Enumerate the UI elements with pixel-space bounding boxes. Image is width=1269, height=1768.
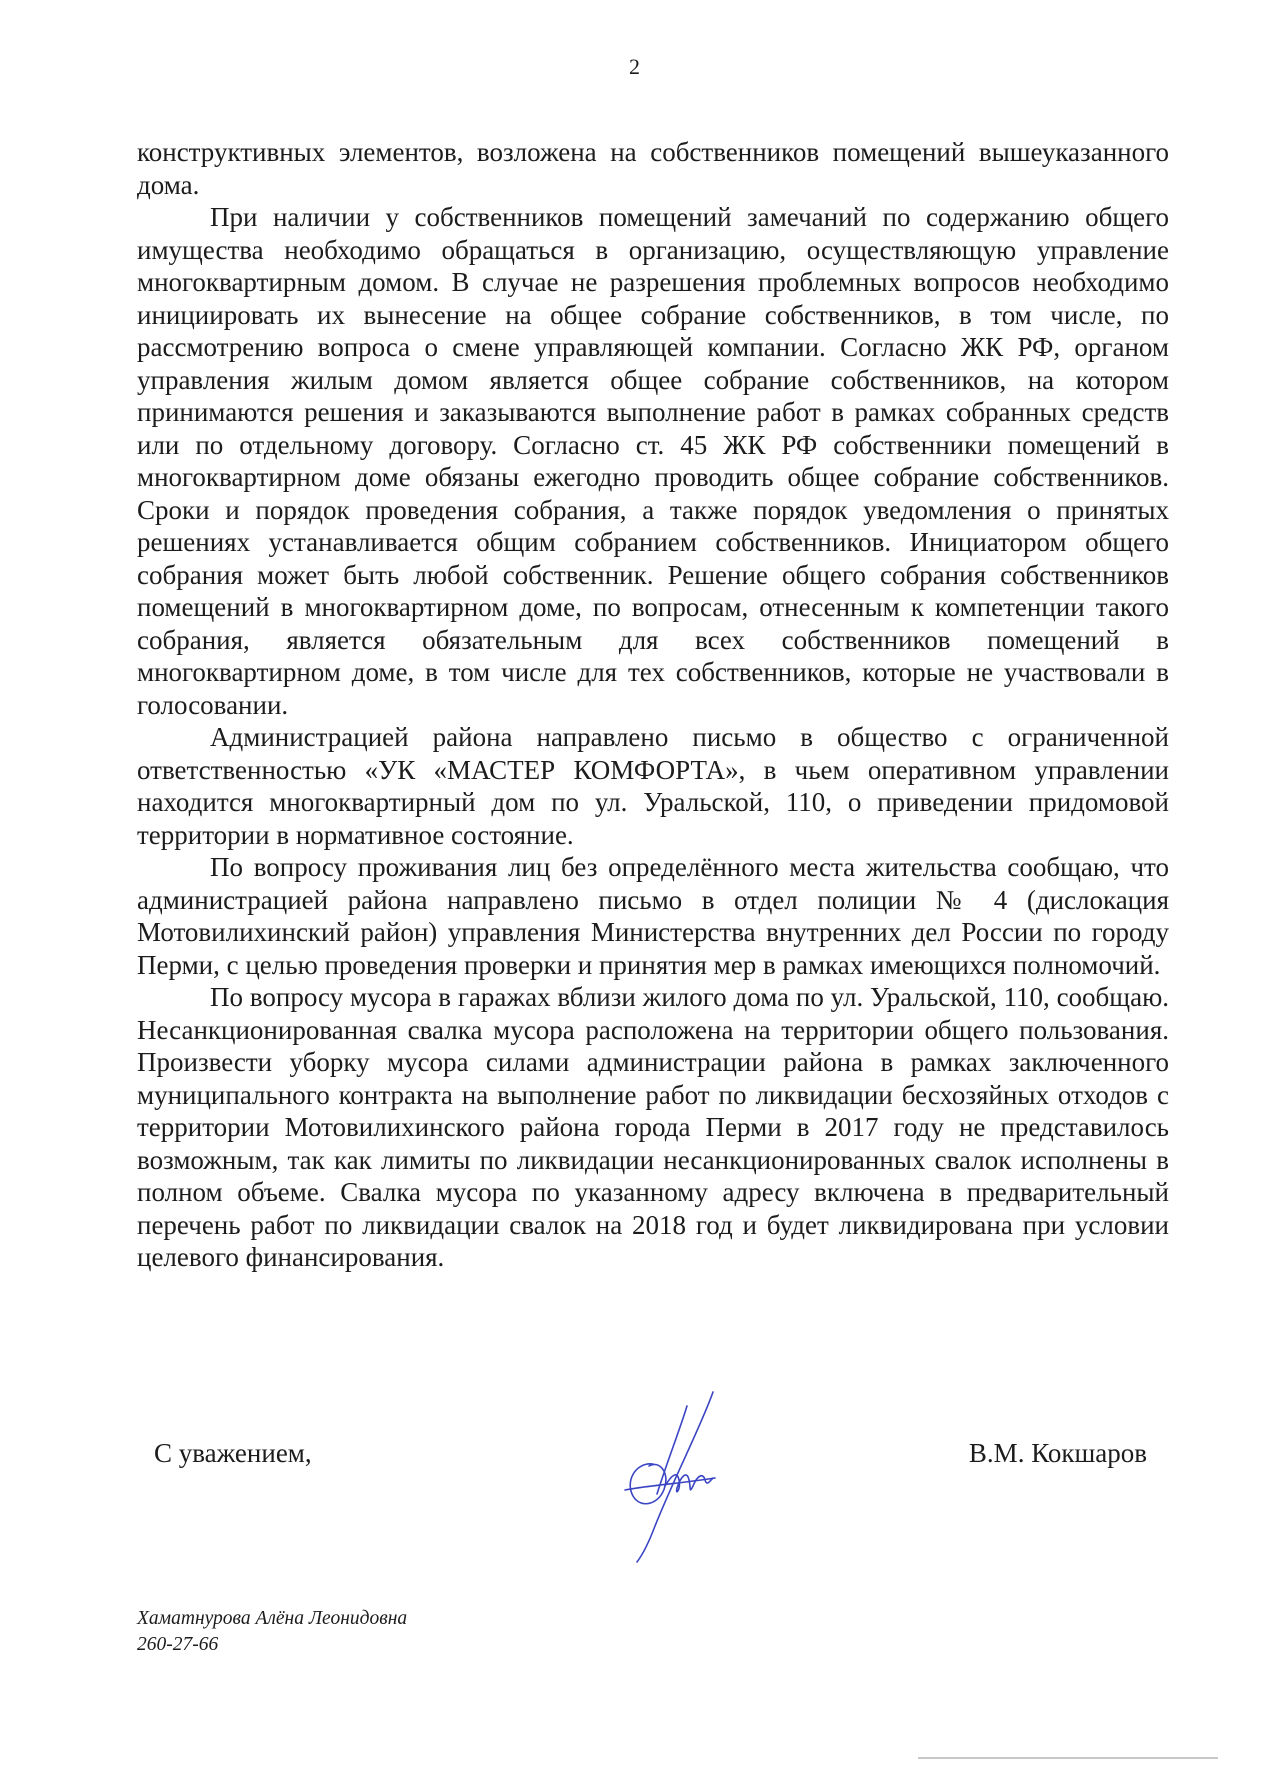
executor-phone: 260-27-66 xyxy=(137,1634,219,1655)
paragraph-police-letter: По вопросу проживания лиц без определённого места жительства сообщаю, что администрацией района направлено письмо в отдел полиции № 4 (дислокация Мотовилихинский район) управления Министерства внутренних дел России по городу Перми, с целью проведения проверки и принятия мер в рамках имеющихся полномочий. xyxy=(137,852,1169,980)
footer-divider xyxy=(918,1757,1218,1759)
page-number: 2 xyxy=(629,54,640,79)
executor-block xyxy=(137,1606,407,1658)
executor-name: Хаматнурова Алёна Леонидовна xyxy=(137,1608,408,1629)
paragraph-owners-meeting: При наличии у собственников помещений замечаний по содержанию общего имущества необходимо обращаться в организацию, осуществляющую управление многоквартирным домом. В случае не разрешения проблемных вопросов необходимо инициировать их вынесение на общее собрание собственников, в том числе, по рассмотрению вопроса о смене управляющей компании. Согласно ЖК РФ, органом управления жилым домом является общее собрание собственников, на котором принимаются решения и заказываются выполнение работ в рамках собранных средств или по отдельному договору. Согласно ст. 45 ЖК РФ собственники помещений в многоквартирном доме обязаны ежегодно проводить общее собрание собственников. Сроки и порядок проведения собрания, а также порядок уведомления о принятых решениях устанавливается общим собранием собственников. Инициатором общего собрания может быть любой собственник. Решение общего собрания собственников помещений в многоквартирном доме, по вопросам, отнесенным к компетенции такого собрания, является обязательным для всех собственников помещений в многоквартирном доме, в том числе для тех собственников, которые не участвовали в голосовании. xyxy=(137,202,1169,720)
paragraph-continuation: конструктивных элементов, возложена на собственников помещений вышеуказанного дома. xyxy=(137,137,1169,200)
closing-greeting: С уважением, xyxy=(154,1438,312,1468)
letter-body xyxy=(137,136,1169,1274)
signatory-name: В.М. Кокшаров xyxy=(968,1438,1147,1468)
handwritten-signature xyxy=(605,1386,775,1566)
paragraph-garbage: По вопросу мусора в гаражах вблизи жилого дома по ул. Уральской, 110, сообщаю. Несанкционированная свалка мусора расположена на территории общего пользования. Произвести уборку мусора силами администрации района в рамках заключенного муниципального контракта на выполнение работ по ликвидации бесхозяйных отходов с территории Мотовилихинского района города Перми в 2017 году не представилось возможным, так как лимиты по ликвидации несанкционированных свалок исполнены в полном объеме. Свалка мусора по указанному адресу включена в предварительный перечень работ по ликвидации свалок на 2018 год и будет ликвидирована при условии целевого финансирования. xyxy=(137,982,1169,1272)
paragraph-management-company: Администрацией района направлено письмо в общество с ограниченной ответственностью «УК «МАСТЕР КОМФОРТА», в чьем оперативном управлении находится многоквартирный дом по ул. Уральской, 110, о приведении придомовой территории в нормативное состояние. xyxy=(137,722,1169,850)
